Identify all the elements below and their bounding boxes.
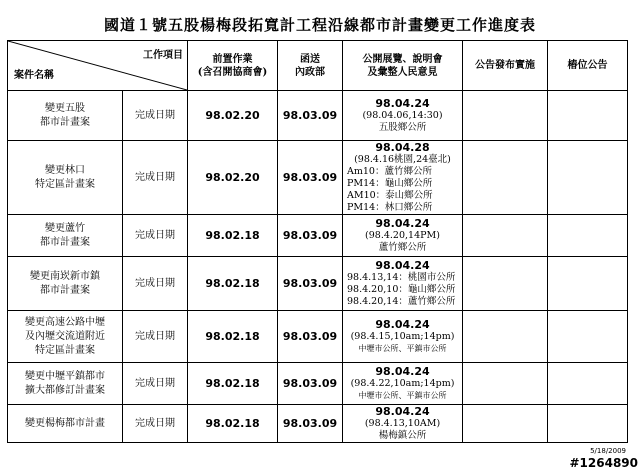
work-item-cell: 完成日期	[123, 91, 188, 141]
public-exhibition-line: 楊梅鎮公所	[378, 430, 427, 441]
case-name-line: 都市計畫案	[40, 284, 90, 296]
table-body	[8, 91, 628, 443]
header-work-item: 工作項目	[143, 50, 183, 61]
announce-cell	[463, 311, 548, 363]
watermark: #1264890	[569, 456, 638, 470]
public-exhibition-cell	[343, 257, 463, 311]
header-public-line1: 公開展覽、說明會	[362, 53, 443, 65]
public-exhibition-line: 中壢市公所、平鎮市公所	[358, 391, 447, 400]
public-exhibition-line: (98.4.20,14PM)	[365, 230, 440, 241]
case-name-cell	[8, 91, 123, 141]
stake-cell	[548, 91, 628, 141]
header-pre-work-line1: 前置作業	[212, 53, 253, 65]
letter-date-cell: 98.03.09	[278, 405, 343, 443]
stake-cell	[548, 363, 628, 405]
case-name-cell	[8, 311, 123, 363]
pre-work-date-cell: 98.02.18	[188, 363, 278, 405]
letter-date-cell: 98.03.09	[278, 215, 343, 257]
announce-cell	[463, 215, 548, 257]
case-name-line: 變更林口	[45, 164, 85, 176]
public-exhibition-date: 98.04.24	[375, 365, 430, 378]
header-announce: 公告發布實施	[463, 41, 548, 91]
case-name-line: 變更中壢平鎮都市	[25, 370, 105, 382]
public-exhibition-line: Am10：蘆竹鄉公所	[347, 166, 432, 177]
public-exhibition-line: (98.4.15,10am;14pm)	[350, 331, 455, 342]
announce-cell	[463, 363, 548, 405]
public-exhibition-line: 98.4.13,14：桃園市公所	[347, 272, 456, 283]
pre-work-date-cell: 98.02.18	[188, 257, 278, 311]
public-exhibition-date: 98.04.24	[375, 405, 430, 418]
table-row	[8, 405, 628, 443]
stake-cell	[548, 141, 628, 215]
header-letter-line2: 內政部	[295, 66, 325, 78]
header-row	[8, 41, 628, 91]
header-stake: 樁位公告	[548, 41, 628, 91]
stake-cell	[548, 215, 628, 257]
case-name-cell	[8, 257, 123, 311]
table-row	[8, 363, 628, 405]
public-exhibition-date: 98.04.24	[375, 217, 430, 230]
pre-work-date-cell: 98.02.18	[188, 405, 278, 443]
letter-date-cell: 98.03.09	[278, 257, 343, 311]
stake-cell	[548, 405, 628, 443]
announce-cell	[463, 405, 548, 443]
public-exhibition-date: 98.04.24	[375, 97, 430, 110]
header-public	[343, 41, 463, 91]
case-name-line: 都市計畫案	[40, 116, 90, 128]
letter-date-cell: 98.03.09	[278, 363, 343, 405]
public-exhibition-line: 98.4.20,14：蘆竹鄉公所	[347, 296, 456, 307]
table-row	[8, 91, 628, 141]
header-public-line2: 及彙整人民意見	[367, 66, 438, 78]
announce-cell	[463, 141, 548, 215]
header-pre-work-line2: (含召開協商會)	[197, 66, 268, 78]
public-exhibition-line: 蘆竹鄉公所	[378, 242, 427, 253]
work-item-cell: 完成日期	[123, 141, 188, 215]
stake-cell	[548, 257, 628, 311]
public-exhibition-cell	[343, 91, 463, 141]
case-name-line: 擴大都修訂計畫案	[25, 384, 105, 396]
public-exhibition-line: 98.4.20,10：龜山鄉公所	[347, 284, 456, 295]
announce-cell	[463, 257, 548, 311]
case-name-line: 特定區計畫案	[35, 178, 95, 190]
table-row	[8, 215, 628, 257]
public-exhibition-line: (98.4.13,10AM)	[364, 418, 441, 429]
case-name-line: 變更楊梅都市計畫	[25, 417, 105, 429]
work-item-cell: 完成日期	[123, 405, 188, 443]
pre-work-date-cell: 98.02.18	[188, 311, 278, 363]
header-letter-line1: 函送	[300, 53, 320, 65]
public-exhibition-line: (98.04.06,14:30)	[362, 110, 443, 121]
pre-work-date-cell: 98.02.20	[188, 91, 278, 141]
diagonal-header-cell	[8, 41, 188, 91]
case-name-line: 特定區計畫案	[35, 344, 95, 356]
work-item-cell: 完成日期	[123, 311, 188, 363]
case-name-cell	[8, 405, 123, 443]
pre-work-date-cell: 98.02.20	[188, 141, 278, 215]
public-exhibition-cell	[343, 405, 463, 443]
public-exhibition-cell	[343, 215, 463, 257]
public-exhibition-date: 98.04.28	[375, 141, 430, 154]
announce-cell	[463, 91, 548, 141]
public-exhibition-line: AM10：泰山鄉公所	[347, 190, 433, 201]
table-row	[8, 257, 628, 311]
case-name-line: 都市計畫案	[40, 236, 90, 248]
public-exhibition-cell	[343, 363, 463, 405]
public-exhibition-line: (98.4.22,10am;14pm)	[350, 378, 455, 389]
pre-work-date-cell: 98.02.18	[188, 215, 278, 257]
table-row	[8, 141, 628, 215]
stake-cell	[548, 311, 628, 363]
public-exhibition-line: (98.4.16桃園,24臺北)	[354, 154, 451, 165]
public-exhibition-line: 中壢市公所、平鎮市公所	[358, 344, 447, 353]
public-exhibition-cell	[343, 311, 463, 363]
page-title: 國道１號五股楊梅段拓寬計工程沿線都市計畫變更工作進度表	[103, 16, 536, 34]
table-row	[8, 311, 628, 363]
work-item-cell: 完成日期	[123, 215, 188, 257]
letter-date-cell: 98.03.09	[278, 311, 343, 363]
header-letter	[278, 41, 343, 91]
case-name-cell	[8, 141, 123, 215]
work-item-cell: 完成日期	[123, 257, 188, 311]
public-exhibition-line: 五股鄉公所	[378, 122, 427, 133]
public-exhibition-date: 98.04.24	[375, 259, 430, 272]
public-exhibition-line: PM14：林口鄉公所	[347, 202, 433, 213]
letter-date-cell: 98.03.09	[278, 141, 343, 215]
header-case-name: 案件名稱	[14, 70, 54, 81]
case-name-line: 變更五股	[45, 102, 85, 114]
case-name-line: 變更蘆竹	[45, 222, 85, 234]
public-exhibition-cell	[343, 141, 463, 215]
case-name-cell	[8, 215, 123, 257]
case-name-line: 變更南崁新市鎮	[30, 270, 100, 282]
work-item-cell: 完成日期	[123, 363, 188, 405]
letter-date-cell: 98.03.09	[278, 91, 343, 141]
header-pre-work	[188, 41, 278, 91]
footer-date: 5/18/2009	[590, 447, 626, 455]
case-name-line: 變更高速公路中壢	[25, 316, 105, 328]
progress-table	[7, 40, 628, 443]
public-exhibition-line: PM14：龜山鄉公所	[347, 178, 433, 189]
public-exhibition-date: 98.04.24	[375, 318, 430, 331]
case-name-cell	[8, 363, 123, 405]
case-name-line: 及內壢交流道附近	[25, 330, 105, 342]
